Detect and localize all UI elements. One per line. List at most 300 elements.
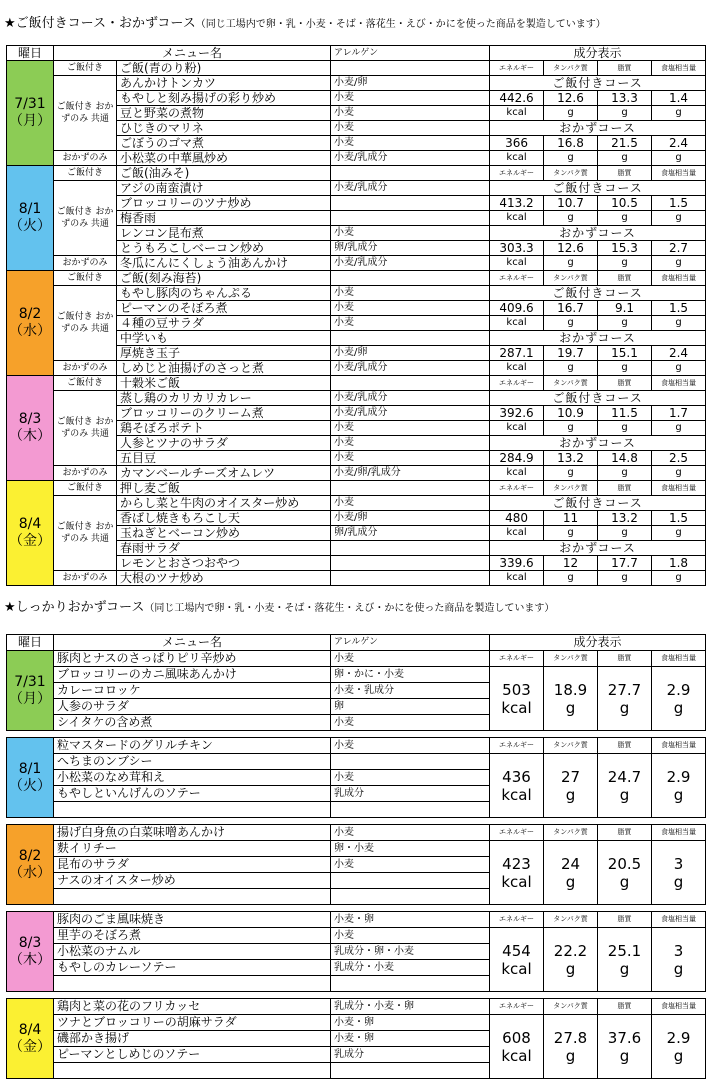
rice-energy-value: 392.6 — [490, 406, 544, 421]
rice-salt-unit: g — [652, 316, 706, 331]
fat-value: 25.1 — [607, 941, 642, 960]
side-energy-unit: kcal — [490, 256, 544, 271]
nutrient-label-fat: 脂質 — [598, 376, 652, 391]
course-label-rice: ご飯付き — [54, 271, 117, 286]
menu-header: メニュー名 — [54, 46, 331, 61]
allergen-cell: 小麦/卵/乳成分 — [331, 466, 490, 481]
common-dish-row — [7, 181, 706, 196]
salt-value: 2.9 — [666, 1028, 691, 1047]
menu-item: 五目豆 — [117, 451, 331, 466]
side-fat-value: 15.3 — [598, 241, 652, 256]
side-salt-value: 2.4 — [652, 136, 706, 151]
protein-unit: g — [565, 698, 576, 717]
allergen-cell: 小麦 — [331, 496, 490, 511]
menu-item: 中学いも — [117, 331, 331, 346]
side-energy-unit: kcal — [490, 151, 544, 166]
allergen-cell: 小麦/乳成分 — [331, 391, 490, 406]
nutrient-label-protein: タンパク質 — [544, 166, 598, 181]
rice-energy-value: 409.6 — [490, 301, 544, 316]
fat-value: 27.7 — [607, 680, 642, 699]
menu-item: ブロッコリーのカニ風味あんかけ — [54, 667, 331, 683]
nutrient-label-salt: 食塩相当量 — [652, 271, 706, 286]
menu-item: ４種の豆サラダ — [117, 316, 331, 331]
menu-row — [7, 1015, 706, 1031]
menu-item: 小松菜のなめ茸和え — [54, 770, 331, 786]
nutrient-energy — [490, 667, 544, 731]
nutrient-label-protein: タンパク質 — [544, 912, 598, 928]
menu-item: ご飯(油みそ) — [117, 166, 331, 181]
nutrient-label-fat: 脂質 — [598, 271, 652, 286]
nutrient-label-salt: 食塩相当量 — [652, 738, 706, 754]
nutrient-label-fat: 脂質 — [598, 166, 652, 181]
rice-dish-row — [7, 481, 706, 496]
rice-fat-value: 10.5 — [598, 196, 652, 211]
side-fat-unit: g — [598, 466, 652, 481]
menu-item: 豚肉のごま風味焼き — [54, 912, 331, 928]
day-gap — [7, 818, 706, 825]
allergen-cell — [331, 873, 490, 889]
energy-value: 423 — [502, 854, 531, 873]
side-fat-unit: g — [598, 151, 652, 166]
menu-item: ごぼうのゴマ煮 — [117, 136, 331, 151]
rice-protein-unit: g — [544, 106, 598, 121]
allergen-cell: 乳成分・小麦・卵 — [331, 999, 490, 1015]
section-title-text: ★しっかりおかずコース — [4, 600, 145, 615]
nutrient-label-energy: エネルギー — [490, 912, 544, 928]
menu-header: メニュー名 — [54, 635, 331, 651]
nutrient-protein — [544, 1015, 598, 1079]
day-gap — [7, 992, 706, 999]
menu-row — [7, 754, 706, 770]
side-protein-value: 12.6 — [544, 241, 598, 256]
rice-dish-row — [7, 61, 706, 76]
menu-item: 里芋のそぼろ煮 — [54, 928, 331, 944]
side-protein-unit: g — [544, 151, 598, 166]
menu-item — [54, 976, 331, 992]
nutrient-label-fat: 脂質 — [598, 825, 652, 841]
fat-value: 24.7 — [607, 767, 642, 786]
side-salt-unit: g — [652, 466, 706, 481]
nutrient-label-energy: エネルギー — [490, 999, 544, 1015]
course-label-rice: ご飯付き — [54, 61, 117, 76]
allergen-cell: 小麦 — [331, 121, 490, 136]
allergen-cell: 小麦 — [331, 651, 490, 667]
salt-unit: g — [673, 872, 684, 891]
energy-value: 608 — [502, 1028, 531, 1047]
rice-energy-unit: kcal — [490, 526, 544, 541]
allergen-cell: 小麦 — [331, 857, 490, 873]
menu-item: ご飯(青のり粉) — [117, 61, 331, 76]
allergen-cell: 卵・小麦 — [331, 841, 490, 857]
nutrient-label-protein: タンパク質 — [544, 999, 598, 1015]
nutrient-label-energy: エネルギー — [490, 825, 544, 841]
section-note: （同じ工場内で卵・乳・小麦・そば・落花生・えび・かにを使った商品を製造しています） — [195, 19, 606, 30]
side-protein-value: 16.8 — [544, 136, 598, 151]
nutrient-label-salt: 食塩相当量 — [652, 825, 706, 841]
protein-value: 27 — [560, 767, 581, 786]
allergen-cell: 小麦 — [331, 928, 490, 944]
rice-dish-row — [7, 271, 706, 286]
rice-protein-unit: g — [544, 526, 598, 541]
side-salt-value: 2.5 — [652, 451, 706, 466]
rice-fat-unit: g — [598, 211, 652, 226]
allergen-cell: 小麦 — [331, 91, 490, 106]
nutrient-label-protein: タンパク質 — [544, 376, 598, 391]
menu-item: レモンとおさつおやつ — [117, 556, 331, 571]
side-salt-unit: g — [652, 571, 706, 586]
side-salt-unit: g — [652, 256, 706, 271]
day-label: 8/2 （水） — [7, 825, 54, 905]
fat-unit: g — [619, 959, 630, 978]
nutrient-energy — [490, 1015, 544, 1079]
allergen-cell: 小麦 — [331, 106, 490, 121]
side-protein-value: 19.7 — [544, 346, 598, 361]
menu-item: ご飯(刻み海苔) — [117, 271, 331, 286]
common-dish-row — [7, 391, 706, 406]
menu-item: 小松菜のナムル — [54, 944, 331, 960]
nutrient-label-fat: 脂質 — [598, 738, 652, 754]
side-course-label: おかずコース — [490, 541, 706, 556]
rice-course-table — [6, 45, 706, 586]
rice-energy-unit: kcal — [490, 106, 544, 121]
allergen-cell — [331, 196, 490, 211]
course-label-rice: ご飯付き — [54, 376, 117, 391]
nutrient-label-energy: エネルギー — [490, 61, 544, 76]
side-salt-value: 2.4 — [652, 346, 706, 361]
menu-item: 鶏そぼろポテト — [117, 421, 331, 436]
allergen-cell: 小麦 — [331, 226, 490, 241]
rice-fat-value: 9.1 — [598, 301, 652, 316]
allergen-cell: 小麦/乳成分 — [331, 151, 490, 166]
rice-fat-unit: g — [598, 421, 652, 436]
section-title-text: ★ご飯付きコース・おかずコース — [4, 16, 196, 31]
menu-item: からし菜と牛肉のオイスター炒め — [117, 496, 331, 511]
side-salt-unit: g — [652, 151, 706, 166]
salt-value: 3 — [673, 854, 684, 873]
nutrient-energy — [490, 928, 544, 992]
menu-row — [7, 667, 706, 683]
protein-value: 18.9 — [553, 680, 588, 699]
allergen-cell: 小麦 — [331, 436, 490, 451]
allergen-cell — [331, 331, 490, 346]
allergen-cell — [331, 976, 490, 992]
protein-value: 22.2 — [553, 941, 588, 960]
protein-value: 24 — [560, 854, 581, 873]
nutrient-label-protein: タンパク質 — [544, 825, 598, 841]
nutrition-header: 成分表示 — [490, 46, 706, 61]
energy-unit: kcal — [501, 1046, 532, 1065]
menu-row — [7, 651, 706, 667]
allergen-cell: 小麦 — [331, 136, 490, 151]
nutrient-label-energy: エネルギー — [490, 481, 544, 496]
protein-unit: g — [565, 872, 576, 891]
side-dish-row — [7, 571, 706, 586]
side-salt-value: 1.8 — [652, 556, 706, 571]
nutrient-label-fat: 脂質 — [598, 912, 652, 928]
allergen-cell — [331, 211, 490, 226]
course-label-rice: ご飯付き — [54, 481, 117, 496]
menu-item: カマンベールチーズオムレツ — [117, 466, 331, 481]
nutrition-header: 成分表示 — [490, 635, 706, 651]
allergen-cell: 卵・かに・小麦 — [331, 667, 490, 683]
side-energy-unit: kcal — [490, 466, 544, 481]
allergen-header: アレルゲン — [331, 635, 490, 651]
hearty-course-table — [6, 634, 706, 1079]
nutrient-fat — [598, 841, 652, 905]
day-header: 曜日 — [7, 635, 54, 651]
day-label: 8/3 （木） — [7, 376, 54, 481]
rice-protein-unit: g — [544, 421, 598, 436]
day-label: 8/4 （金） — [7, 481, 54, 586]
nutrient-label-fat: 脂質 — [598, 481, 652, 496]
salt-unit: g — [673, 698, 684, 717]
side-fat-value: 17.7 — [598, 556, 652, 571]
rice-salt-unit: g — [652, 526, 706, 541]
common-dish-row — [7, 496, 706, 511]
menu-row — [7, 912, 706, 928]
rice-dish-row — [7, 166, 706, 181]
energy-value: 436 — [502, 767, 531, 786]
side-protein-value: 12 — [544, 556, 598, 571]
protein-unit: g — [565, 1046, 576, 1065]
menu-item: 磯部かき揚げ — [54, 1031, 331, 1047]
rice-energy-unit: kcal — [490, 316, 544, 331]
rice-protein-value: 11 — [544, 511, 598, 526]
menu-item: 押し麦ご飯 — [117, 481, 331, 496]
menu-item: ブロッコリーのクリーム煮 — [117, 406, 331, 421]
rice-protein-value: 16.7 — [544, 301, 598, 316]
nutrient-protein — [544, 667, 598, 731]
day-label: 8/1 （火） — [7, 738, 54, 818]
course-label-common: ご飯付き おかずのみ 共通 — [54, 76, 117, 151]
allergen-cell: 卵 — [331, 699, 490, 715]
side-energy-value: 339.6 — [490, 556, 544, 571]
allergen-cell: 小麦・卵 — [331, 1015, 490, 1031]
rice-salt-unit: g — [652, 106, 706, 121]
course-label-common: ご飯付き おかずのみ 共通 — [54, 391, 117, 466]
menu-item: 蒸し鶏のカリカリカレー — [117, 391, 331, 406]
rice-course-label: ご飯付きコース — [490, 496, 706, 511]
menu-row — [7, 738, 706, 754]
rice-fat-value: 11.5 — [598, 406, 652, 421]
side-protein-unit: g — [544, 256, 598, 271]
day-label: 8/2 （水） — [7, 271, 54, 376]
nutrient-fat — [598, 928, 652, 992]
day-header: 曜日 — [7, 46, 54, 61]
allergen-cell — [331, 1063, 490, 1079]
menu-item: 鶏肉と菜の花のフリカッセ — [54, 999, 331, 1015]
energy-unit: kcal — [501, 785, 532, 804]
rice-salt-value: 1.5 — [652, 196, 706, 211]
menu-item: しめじと油揚げのさっと煮 — [117, 361, 331, 376]
menu-item: ピーマンのそぼろ煮 — [117, 301, 331, 316]
rice-course-label: ご飯付きコース — [490, 391, 706, 406]
side-protein-unit: g — [544, 361, 598, 376]
side-dish-row — [7, 256, 706, 271]
course-label-side: おかずのみ — [54, 151, 117, 166]
menu-item: とうもろこしベーコン炒め — [117, 241, 331, 256]
allergen-cell: 小麦 — [331, 316, 490, 331]
menu-item: シイタケの含め煮 — [54, 715, 331, 731]
side-energy-value: 284.9 — [490, 451, 544, 466]
allergen-cell: 卵/乳成分 — [331, 241, 490, 256]
side-dish-row — [7, 151, 706, 166]
rice-dish-row — [7, 376, 706, 391]
gap-cell — [7, 818, 706, 825]
allergen-cell: 小麦・卵 — [331, 912, 490, 928]
fat-value: 20.5 — [607, 854, 642, 873]
nutrient-salt — [652, 928, 706, 992]
menu-item: もやし豚肉のちゃんぷる — [117, 286, 331, 301]
rice-protein-unit: g — [544, 316, 598, 331]
rice-salt-unit: g — [652, 211, 706, 226]
allergen-cell: 乳成分・卵・小麦 — [331, 944, 490, 960]
menu-item: もやしのカレーソテー — [54, 960, 331, 976]
menu-item: 昆布のサラダ — [54, 857, 331, 873]
side-fat-value: 14.8 — [598, 451, 652, 466]
side-energy-value: 303.3 — [490, 241, 544, 256]
side-dish-row — [7, 361, 706, 376]
nutrient-label-protein: タンパク質 — [544, 481, 598, 496]
allergen-cell — [331, 376, 490, 391]
allergen-cell: 小麦 — [331, 301, 490, 316]
nutrient-label-protein: タンパク質 — [544, 738, 598, 754]
side-course-label: おかずコース — [490, 331, 706, 346]
rice-energy-unit: kcal — [490, 211, 544, 226]
side-fat-value: 21.5 — [598, 136, 652, 151]
menu-item: 梅香雨 — [117, 211, 331, 226]
nutrient-fat — [598, 667, 652, 731]
menu-item: ブロッコリーのツナ炒め — [117, 196, 331, 211]
side-course-label: おかずコース — [490, 436, 706, 451]
rice-salt-value: 1.4 — [652, 91, 706, 106]
nutrient-label-energy: エネルギー — [490, 271, 544, 286]
course-label-common: ご飯付き おかずのみ 共通 — [54, 181, 117, 256]
side-protein-unit: g — [544, 571, 598, 586]
rice-fat-unit: g — [598, 526, 652, 541]
side-protein-unit: g — [544, 466, 598, 481]
salt-value: 2.9 — [666, 767, 691, 786]
side-fat-value: 15.1 — [598, 346, 652, 361]
menu-item: 豆と野菜の煮物 — [117, 106, 331, 121]
course-label-common: ご飯付き おかずのみ 共通 — [54, 496, 117, 571]
salt-unit: g — [673, 785, 684, 804]
nutrient-label-energy: エネルギー — [490, 738, 544, 754]
rice-fat-value: 13.3 — [598, 91, 652, 106]
day-label: 7/31 （月） — [7, 651, 54, 731]
allergen-cell: 小麦 — [331, 825, 490, 841]
allergen-cell — [331, 889, 490, 905]
salt-unit: g — [673, 1046, 684, 1065]
menu-item: ピーマンとしめじのソテー — [54, 1047, 331, 1063]
side-fat-unit: g — [598, 256, 652, 271]
allergen-cell: 小麦 — [331, 715, 490, 731]
rice-protein-value: 10.9 — [544, 406, 598, 421]
rice-salt-value: 1.5 — [652, 511, 706, 526]
rice-protein-value: 10.7 — [544, 196, 598, 211]
header-row — [7, 46, 706, 61]
nutrient-label-fat: 脂質 — [598, 651, 652, 667]
allergen-cell: 小麦/乳成分 — [331, 361, 490, 376]
side-dish-row — [7, 466, 706, 481]
fat-unit: g — [619, 698, 630, 717]
course-label-side: おかずのみ — [54, 361, 117, 376]
protein-value: 27.8 — [553, 1028, 588, 1047]
rice-protein-value: 12.6 — [544, 91, 598, 106]
nutrient-fat — [598, 754, 652, 818]
allergen-cell — [331, 271, 490, 286]
menu-item: ひじきのマリネ — [117, 121, 331, 136]
fat-unit: g — [619, 785, 630, 804]
nutrient-label-protein: タンパク質 — [544, 651, 598, 667]
allergen-cell: 小麦/卵 — [331, 76, 490, 91]
rice-course-label: ご飯付きコース — [490, 76, 706, 91]
nutrient-label-energy: エネルギー — [490, 166, 544, 181]
allergen-cell: 小麦/乳成分 — [331, 181, 490, 196]
nutrient-energy — [490, 754, 544, 818]
rice-fat-unit: g — [598, 316, 652, 331]
menu-item: 揚げ白身魚の白菜味噌あんかけ — [54, 825, 331, 841]
side-energy-unit: kcal — [490, 361, 544, 376]
nutrient-label-energy: エネルギー — [490, 376, 544, 391]
menu-row — [7, 841, 706, 857]
nutrient-protein — [544, 928, 598, 992]
menu-item: 豚肉とナスのさっぱりピリ辛炒め — [54, 651, 331, 667]
allergen-cell: 小麦/乳成分 — [331, 406, 490, 421]
energy-value: 503 — [502, 680, 531, 699]
salt-value: 2.9 — [666, 680, 691, 699]
gap-cell — [7, 905, 706, 912]
allergen-cell — [331, 166, 490, 181]
menu-item: ナスのオイスター炒め — [54, 873, 331, 889]
rice-protein-unit: g — [544, 211, 598, 226]
side-energy-value: 366 — [490, 136, 544, 151]
menu-item: ツナとブロッコリーの胡麻サラダ — [54, 1015, 331, 1031]
menu-item: 人参のサラダ — [54, 699, 331, 715]
allergen-cell: 小麦/乳成分 — [331, 256, 490, 271]
menu-item: もやしといんげんのソテー — [54, 786, 331, 802]
allergen-header: アレルゲン — [331, 46, 490, 61]
nutrient-label-fat: 脂質 — [598, 61, 652, 76]
allergen-cell: 小麦・卵 — [331, 1031, 490, 1047]
rice-salt-unit: g — [652, 421, 706, 436]
rice-energy-value: 442.6 — [490, 91, 544, 106]
nutrient-salt — [652, 1015, 706, 1079]
rice-salt-value: 1.7 — [652, 406, 706, 421]
rice-fat-value: 13.2 — [598, 511, 652, 526]
fat-unit: g — [619, 1046, 630, 1065]
course-label-common: ご飯付き おかずのみ 共通 — [54, 286, 117, 361]
allergen-cell — [331, 571, 490, 586]
menu-item: 麩イリチー — [54, 841, 331, 857]
day-label: 8/1 （火） — [7, 166, 54, 271]
nutrient-label-salt: 食塩相当量 — [652, 61, 706, 76]
nutrient-salt — [652, 841, 706, 905]
menu-item — [54, 1063, 331, 1079]
energy-unit: kcal — [501, 872, 532, 891]
menu-item: アジの南蛮漬け — [117, 181, 331, 196]
allergen-cell — [331, 61, 490, 76]
side-energy-unit: kcal — [490, 571, 544, 586]
day-label: 8/3 （木） — [7, 912, 54, 992]
rice-fat-unit: g — [598, 106, 652, 121]
menu-item: 厚焼き玉子 — [117, 346, 331, 361]
menu-item — [54, 802, 331, 818]
allergen-cell — [331, 556, 490, 571]
section-note: （同じ工場内で卵・乳・小麦・そば・落花生・えび・かにを使った商品を製造しています） — [144, 603, 555, 614]
day-gap — [7, 905, 706, 912]
gap-cell — [7, 731, 706, 738]
